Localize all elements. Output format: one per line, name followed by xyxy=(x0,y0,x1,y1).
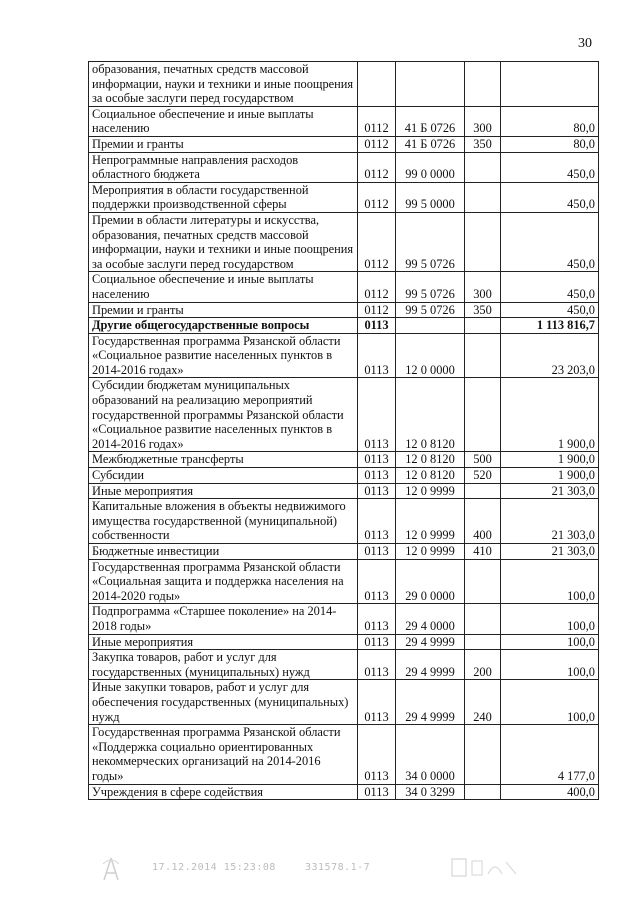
row-sum-cell: 450,0 xyxy=(501,212,599,271)
row-section-cell: 0113 xyxy=(358,604,396,634)
footer-timestamp: 17.12.2014 15:23:08 xyxy=(152,862,276,873)
row-section-cell: 0113 xyxy=(358,333,396,378)
row-name-cell: образования, печатных средств массовой информации, науки и техники и иные поощрения за особые заслуги перед государством xyxy=(89,62,358,107)
row-sum-cell: 1 900,0 xyxy=(501,452,599,468)
row-expense-cell: 240 xyxy=(465,680,501,725)
row-expense-cell: 350 xyxy=(465,302,501,318)
row-expense-cell: 520 xyxy=(465,468,501,484)
row-sum-cell: 100,0 xyxy=(501,559,599,604)
row-expense-cell xyxy=(465,182,501,212)
table-row xyxy=(89,333,599,378)
row-target-cell: 99 5 0726 xyxy=(396,302,465,318)
row-name-cell: Социальное обеспечение и иные выплаты населению xyxy=(89,106,358,136)
table-row xyxy=(89,634,599,650)
footer-doc-id: 331578.1-7 xyxy=(305,862,371,873)
row-sum-cell: 1 900,0 xyxy=(501,378,599,452)
row-name-cell: Бюджетные инвестиции xyxy=(89,544,358,560)
row-name-cell: Субсидии бюджетам муниципальных образований на реализацию мероприятий государственной программы Рязанской области «Социальное развитие населенных пунктов в 2014-2016 годах» xyxy=(89,378,358,452)
row-sum-cell: 450,0 xyxy=(501,302,599,318)
table-row xyxy=(89,106,599,136)
row-section-cell xyxy=(358,62,396,107)
row-name-cell: Премии и гранты xyxy=(89,302,358,318)
row-target-cell: 29 4 9999 xyxy=(396,650,465,680)
row-name-cell: Государственная программа Рязанской области «Социальное развитие населенных пунктов в 2014-2016 годах» xyxy=(89,333,358,378)
row-section-cell: 0112 xyxy=(358,136,396,152)
budget-table-body xyxy=(89,62,599,800)
table-row xyxy=(89,680,599,725)
row-name-cell: Социальное обеспечение и иные выплаты населению xyxy=(89,272,358,302)
row-sum-cell: 1 113 816,7 xyxy=(501,318,599,334)
table-row xyxy=(89,152,599,182)
row-target-cell: 99 5 0000 xyxy=(396,182,465,212)
footer xyxy=(100,856,600,886)
row-expense-cell xyxy=(465,634,501,650)
row-expense-cell xyxy=(465,333,501,378)
table-row xyxy=(89,725,599,784)
row-sum-cell: 21 303,0 xyxy=(501,499,599,544)
row-sum-cell: 80,0 xyxy=(501,106,599,136)
row-target-cell: 29 4 9999 xyxy=(396,680,465,725)
table-row xyxy=(89,62,599,107)
budget-table xyxy=(88,61,599,800)
row-expense-cell xyxy=(465,318,501,334)
row-sum-cell: 100,0 xyxy=(501,634,599,650)
row-target-cell: 34 0 0000 xyxy=(396,725,465,784)
row-expense-cell: 350 xyxy=(465,136,501,152)
row-target-cell: 34 0 3299 xyxy=(396,784,465,800)
row-sum-cell: 23 203,0 xyxy=(501,333,599,378)
row-name-cell: Капитальные вложения в объекты недвижимого имущества государственной (муниципальной) собственности xyxy=(89,499,358,544)
row-sum-cell: 100,0 xyxy=(501,650,599,680)
row-expense-cell: 400 xyxy=(465,499,501,544)
row-section-cell: 0113 xyxy=(358,650,396,680)
table-row xyxy=(89,544,599,560)
row-section-cell: 0112 xyxy=(358,106,396,136)
row-section-cell: 0113 xyxy=(358,544,396,560)
row-target-cell xyxy=(396,318,465,334)
table-row xyxy=(89,483,599,499)
table-row xyxy=(89,302,599,318)
row-target-cell: 29 0 0000 xyxy=(396,559,465,604)
row-section-cell: 0113 xyxy=(358,559,396,604)
table-row xyxy=(89,499,599,544)
scan-stamp-icon xyxy=(450,856,520,880)
row-expense-cell: 410 xyxy=(465,544,501,560)
row-target-cell: 12 0 8120 xyxy=(396,378,465,452)
row-section-cell: 0113 xyxy=(358,499,396,544)
row-section-cell: 0112 xyxy=(358,182,396,212)
row-expense-cell xyxy=(465,378,501,452)
row-name-cell: Премии и гранты xyxy=(89,136,358,152)
row-target-cell xyxy=(396,62,465,107)
page-number: 30 xyxy=(578,36,592,51)
row-section-cell: 0113 xyxy=(358,318,396,334)
table-row xyxy=(89,272,599,302)
row-name-cell: Подпрограмма «Старшее поколение» на 2014-2018 годы» xyxy=(89,604,358,634)
row-target-cell: 12 0 9999 xyxy=(396,499,465,544)
row-name-cell: Закупка товаров, работ и услуг для государственных (муниципальных) нужд xyxy=(89,650,358,680)
row-section-cell: 0112 xyxy=(358,272,396,302)
row-section-cell: 0113 xyxy=(358,784,396,800)
row-sum-cell: 450,0 xyxy=(501,182,599,212)
row-name-cell: Иные мероприятия xyxy=(89,634,358,650)
row-name-cell: Непрограммные направления расходов областного бюджета xyxy=(89,152,358,182)
row-expense-cell: 300 xyxy=(465,106,501,136)
row-target-cell: 99 5 0726 xyxy=(396,272,465,302)
row-target-cell: 12 0 0000 xyxy=(396,333,465,378)
row-expense-cell xyxy=(465,725,501,784)
row-sum-cell: 400,0 xyxy=(501,784,599,800)
row-expense-cell: 200 xyxy=(465,650,501,680)
row-sum-cell: 450,0 xyxy=(501,152,599,182)
row-target-cell: 41 Б 0726 xyxy=(396,106,465,136)
row-expense-cell xyxy=(465,62,501,107)
row-sum-cell: 450,0 xyxy=(501,272,599,302)
row-sum-cell: 100,0 xyxy=(501,680,599,725)
table-row xyxy=(89,318,599,334)
table-row xyxy=(89,212,599,271)
table-row xyxy=(89,182,599,212)
row-target-cell: 99 5 0726 xyxy=(396,212,465,271)
row-sum-cell: 80,0 xyxy=(501,136,599,152)
row-expense-cell: 500 xyxy=(465,452,501,468)
row-expense-cell xyxy=(465,604,501,634)
row-sum-cell xyxy=(501,62,599,107)
row-section-cell: 0112 xyxy=(358,152,396,182)
row-expense-cell xyxy=(465,152,501,182)
table-row xyxy=(89,784,599,800)
row-sum-cell: 1 900,0 xyxy=(501,468,599,484)
row-section-cell: 0112 xyxy=(358,302,396,318)
row-expense-cell xyxy=(465,483,501,499)
row-name-cell: Межбюджетные трансферты xyxy=(89,452,358,468)
row-sum-cell: 100,0 xyxy=(501,604,599,634)
row-sum-cell: 4 177,0 xyxy=(501,725,599,784)
row-target-cell: 12 0 9999 xyxy=(396,544,465,560)
row-target-cell: 41 Б 0726 xyxy=(396,136,465,152)
scan-logo-icon xyxy=(100,856,122,882)
row-section-cell: 0113 xyxy=(358,634,396,650)
table-row xyxy=(89,650,599,680)
row-section-cell: 0113 xyxy=(358,680,396,725)
row-section-cell: 0113 xyxy=(358,468,396,484)
row-section-cell: 0113 xyxy=(358,452,396,468)
row-expense-cell xyxy=(465,784,501,800)
row-section-cell: 0113 xyxy=(358,378,396,452)
table-row xyxy=(89,468,599,484)
row-name-cell: Иные мероприятия xyxy=(89,483,358,499)
row-expense-cell xyxy=(465,559,501,604)
row-target-cell: 29 4 9999 xyxy=(396,634,465,650)
row-target-cell: 12 0 9999 xyxy=(396,483,465,499)
row-target-cell: 99 0 0000 xyxy=(396,152,465,182)
row-name-cell: Другие общегосударственные вопросы xyxy=(89,318,358,334)
row-name-cell: Субсидии xyxy=(89,468,358,484)
table-row xyxy=(89,378,599,452)
table-row xyxy=(89,559,599,604)
row-section-cell: 0113 xyxy=(358,483,396,499)
row-name-cell: Государственная программа Рязанской области «Поддержка социально ориентированных некоммерческих организаций на 2014-2016 годы» xyxy=(89,725,358,784)
row-target-cell: 29 4 0000 xyxy=(396,604,465,634)
row-sum-cell: 21 303,0 xyxy=(501,483,599,499)
table-row xyxy=(89,604,599,634)
row-name-cell: Учреждения в сфере содействия xyxy=(89,784,358,800)
row-name-cell: Государственная программа Рязанской области «Социальная защита и поддержка населения на 2014-2020 годы» xyxy=(89,559,358,604)
table-row xyxy=(89,136,599,152)
table-row xyxy=(89,452,599,468)
row-target-cell: 12 0 8120 xyxy=(396,452,465,468)
row-target-cell: 12 0 8120 xyxy=(396,468,465,484)
row-name-cell: Мероприятия в области государственной поддержки производственной сферы xyxy=(89,182,358,212)
row-section-cell: 0112 xyxy=(358,212,396,271)
row-sum-cell: 21 303,0 xyxy=(501,544,599,560)
row-section-cell: 0113 xyxy=(358,725,396,784)
row-expense-cell: 300 xyxy=(465,272,501,302)
row-name-cell: Иные закупки товаров, работ и услуг для обеспечения государственных (муниципальных) нужд xyxy=(89,680,358,725)
row-name-cell: Премии в области литературы и искусства, образования, печатных средств массовой информации, науки и техники и иные поощрения за особые заслуги перед государством xyxy=(89,212,358,271)
row-expense-cell xyxy=(465,212,501,271)
